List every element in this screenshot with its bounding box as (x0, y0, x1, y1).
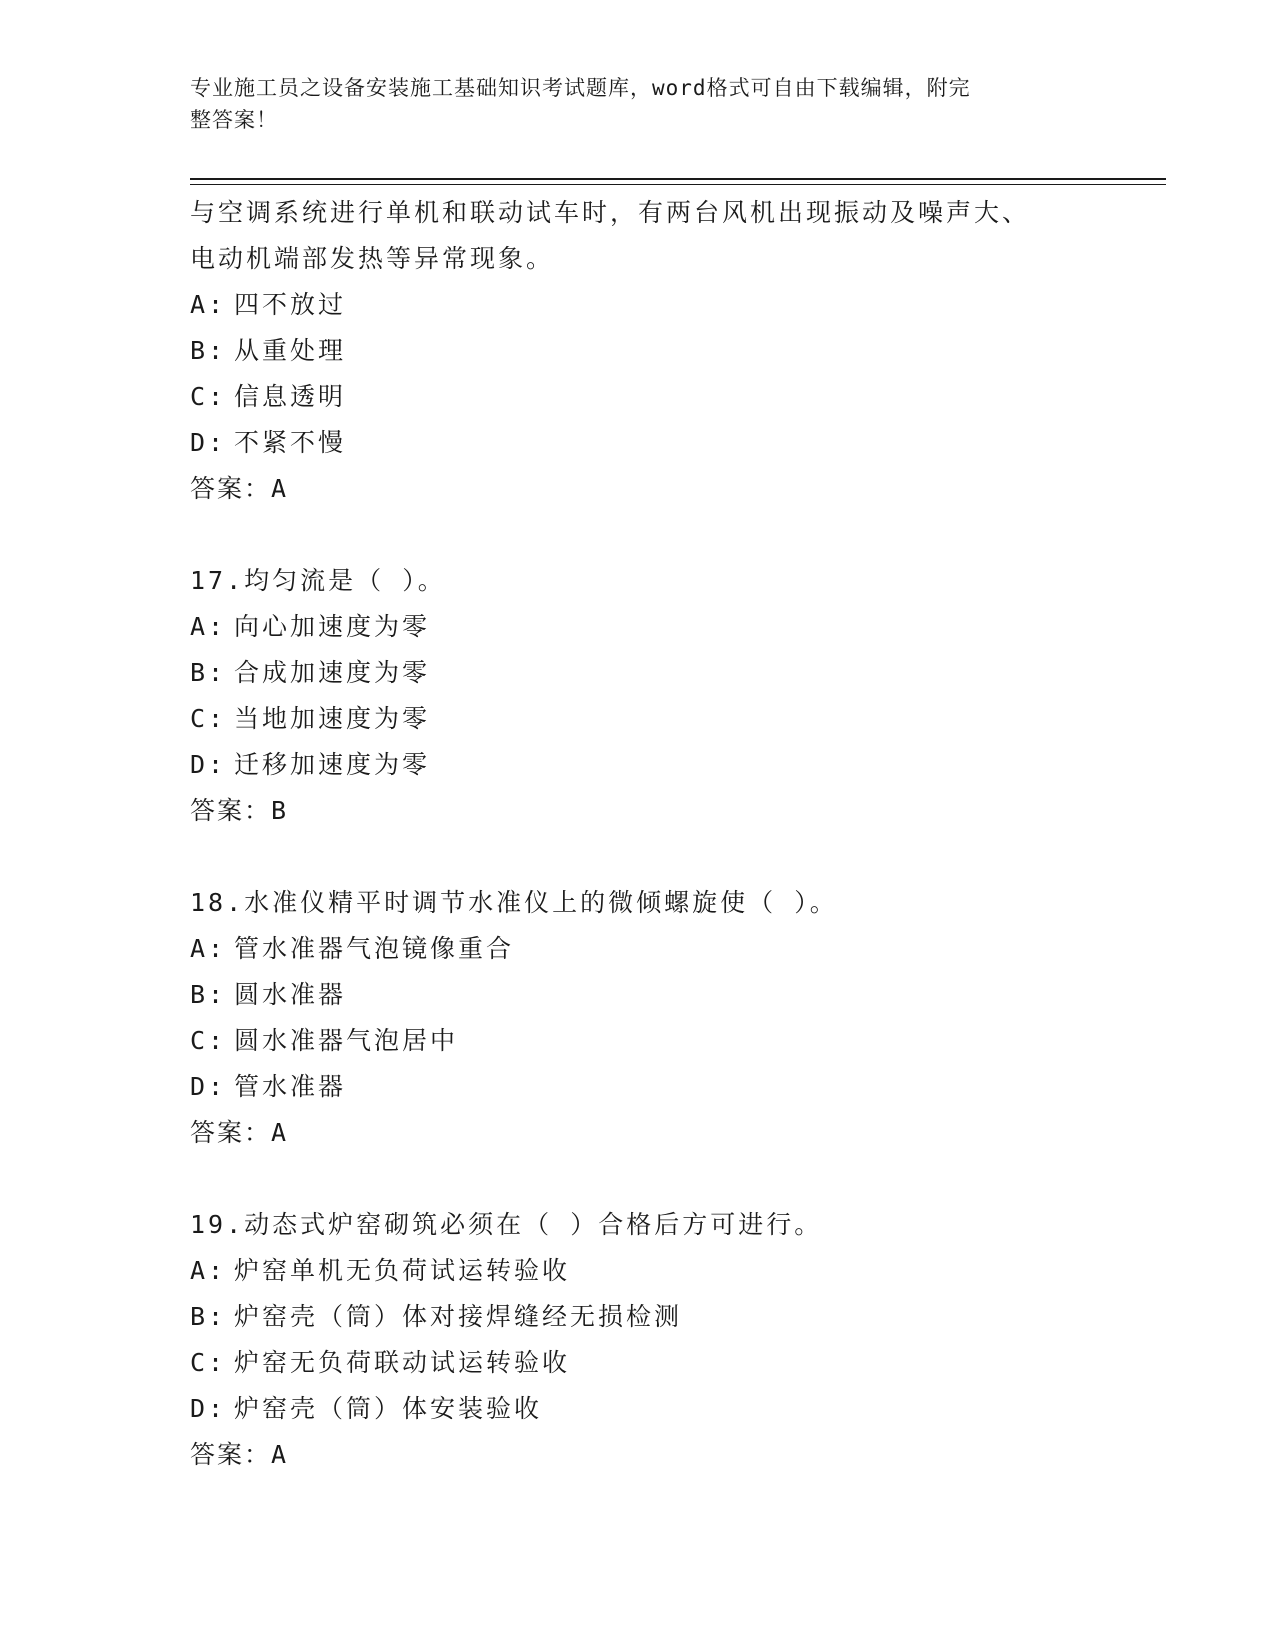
option-letter: D: (190, 1394, 227, 1423)
header-title-line-1: 专业施工员之设备安装施工基础知识考试题库，word格式可自由下载编辑，附完 (190, 76, 971, 100)
question-block-18 (190, 880, 1090, 1156)
option-c (190, 374, 1090, 420)
question-list (190, 190, 1090, 1478)
option-letter: C: (190, 1026, 227, 1055)
question-block-16 (190, 190, 1090, 512)
option-text: 圆水准器气泡居中 (234, 1026, 459, 1055)
option-letter: B: (190, 1302, 227, 1331)
option-b (190, 1294, 1090, 1340)
question-block-17 (190, 558, 1090, 834)
option-letter: C: (190, 704, 227, 733)
answer-value: B (271, 796, 289, 825)
option-a (190, 282, 1090, 328)
header-divider-thin (190, 184, 1166, 185)
option-text: 合成加速度为零 (234, 658, 431, 687)
answer-line (190, 1110, 1090, 1156)
option-text: 炉窑单机无负荷试运转验收 (234, 1256, 571, 1285)
question-stem: 19.动态式炉窑砌筑必须在（ ）合格后方可进行。 (190, 1210, 823, 1239)
option-text: 迁移加速度为零 (234, 750, 431, 779)
option-letter: D: (190, 750, 227, 779)
option-letter: A: (190, 290, 227, 319)
option-a (190, 604, 1090, 650)
option-d (190, 742, 1090, 788)
answer-line (190, 1432, 1090, 1478)
answer-label: 答案： (190, 796, 272, 825)
option-b (190, 972, 1090, 1018)
answer-value: A (271, 474, 289, 503)
spacer (190, 834, 1090, 880)
option-c (190, 1018, 1090, 1064)
option-text: 炉窑无负荷联动试运转验收 (234, 1348, 571, 1377)
option-text: 从重处理 (234, 336, 347, 365)
answer-line (190, 788, 1090, 834)
option-b (190, 328, 1090, 374)
option-text: 向心加速度为零 (234, 612, 431, 641)
option-letter: D: (190, 1072, 227, 1101)
option-text: 不紧不慢 (234, 428, 347, 457)
question-block-19 (190, 1202, 1090, 1478)
option-d (190, 1064, 1090, 1110)
question-stem: 18.水准仪精平时调节水准仪上的微倾螺旋使（ ）。 (190, 888, 838, 917)
option-text: 管水准器 (234, 1072, 347, 1101)
spacer (190, 512, 1090, 558)
option-text: 信息透明 (234, 382, 347, 411)
option-d (190, 420, 1090, 466)
option-letter: A: (190, 1256, 227, 1285)
answer-value: A (271, 1440, 289, 1469)
option-text: 炉窑壳（筒）体安装验收 (234, 1394, 543, 1423)
option-letter: B: (190, 658, 227, 687)
option-text: 圆水准器 (234, 980, 347, 1009)
question-stem-line-2: 电动机端部发热等异常现象。 (190, 244, 555, 273)
option-letter: A: (190, 612, 227, 641)
spacer (190, 1156, 1090, 1202)
option-c (190, 1340, 1090, 1386)
option-letter: C: (190, 382, 227, 411)
option-a (190, 1248, 1090, 1294)
answer-label: 答案： (190, 474, 272, 503)
option-d (190, 1386, 1090, 1432)
answer-value: A (271, 1118, 289, 1147)
option-text: 管水准器气泡镜像重合 (234, 934, 515, 963)
header-divider-thick (190, 178, 1166, 180)
question-stem-line-1: 与空调系统进行单机和联动试车时，有两台风机出现振动及噪声大、 (190, 198, 1031, 227)
option-text: 炉窑壳（筒）体对接焊缝经无损检测 (234, 1302, 683, 1331)
option-letter: B: (190, 336, 227, 365)
option-text: 当地加速度为零 (234, 704, 431, 733)
option-letter: C: (190, 1348, 227, 1377)
answer-label: 答案： (190, 1440, 272, 1469)
option-c (190, 696, 1090, 742)
option-text: 四不放过 (234, 290, 347, 319)
option-letter: D: (190, 428, 227, 457)
option-letter: A: (190, 934, 227, 963)
answer-label: 答案： (190, 1118, 272, 1147)
document-header (190, 72, 1090, 136)
question-stem: 17.均匀流是（ ）。 (190, 566, 446, 595)
option-b (190, 650, 1090, 696)
option-a (190, 926, 1090, 972)
header-title-line-2: 整答案！ (190, 108, 278, 132)
answer-line (190, 466, 1090, 512)
option-letter: B: (190, 980, 227, 1009)
